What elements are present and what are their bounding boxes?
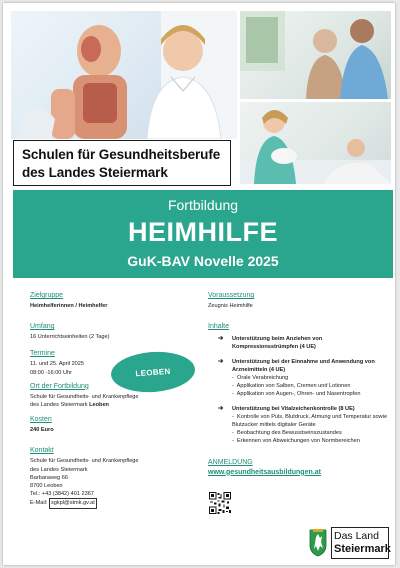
kontakt-tel: Tel.: +43 (3842) 401 2367 <box>30 491 94 498</box>
course-banner <box>13 190 393 278</box>
umfang-heading: Umfang <box>30 323 55 331</box>
email-link[interactable]: sgkpl@stmk.gv.at <box>49 498 97 508</box>
inhalte-sub: - Orale Verabreichung <box>232 375 289 382</box>
das-land-steiermark-logo <box>309 527 389 559</box>
inhalte-sub: - Kontrolle von Puls, Blutdruck, Atmung und Temperatur sowie Blutzucker mittels digitaler Geräte <box>232 413 388 429</box>
section-voraussetzung <box>208 291 388 310</box>
kontakt-line4: 8700 Leoben <box>30 483 63 490</box>
termine-line2: 08:00 -16:00 Uhr <box>30 369 72 376</box>
inhalte-sub: - Applikation von Augen-, Ohren- und Nasentropfen <box>232 391 361 398</box>
termine-line1: 11. und 25. April 2025 <box>30 361 85 368</box>
voraussetzung-text: Zeugnis Heimhilfe <box>208 303 253 309</box>
inhalte-item-title: Unterstützung bei Vitalzeichenkontrolle (8 UE) <box>232 405 355 412</box>
photo-nurse-with-baby <box>240 102 391 184</box>
ort-city: Leoben <box>89 402 109 409</box>
location-badge: LEOBEN <box>110 349 197 395</box>
banner-title: HEIMHILFE <box>128 217 278 247</box>
kontakt-line1: Schule für Gesundheits- und Krankenpflege <box>30 458 139 465</box>
kontakt-line2: des Landes Steiermark <box>30 466 88 473</box>
school-title-line2: des Landes Steiermark <box>22 165 168 180</box>
ort-line2 <box>30 401 200 409</box>
section-inhalte <box>208 322 388 445</box>
arrow-icon: ➔ <box>218 357 224 365</box>
inhalte-item <box>218 335 388 351</box>
anmeldung-heading: ANMELDUNG <box>208 458 253 466</box>
logo-line2: Steiermark <box>334 543 391 555</box>
email-label: E-Mail: <box>30 500 49 507</box>
inhalte-sub: - Erkennen von Abweichungen von Normbereichen <box>232 438 360 445</box>
inhalte-item <box>218 358 388 399</box>
zielgruppe-text: Heimhelferinnen / Heimhelfer <box>30 303 108 309</box>
termine-heading: Termine <box>30 350 55 358</box>
arrow-icon: ➔ <box>218 335 224 343</box>
section-umfang <box>30 322 200 341</box>
steiermark-panther-icon <box>309 529 327 557</box>
info-column-left <box>30 291 200 514</box>
info-column-right <box>208 291 388 482</box>
inhalte-item-title: Unterstützung bei der Einnahme und Anwendung von Arzneimitteln (4 UE) <box>232 358 375 373</box>
inhalte-item <box>218 405 388 446</box>
section-kontakt <box>30 446 200 508</box>
photo-nurse-anatomy-model <box>11 11 237 139</box>
school-title-line1: Schulen für Gesundheitsberufe <box>22 147 221 162</box>
ort-heading: Ort der Fortbildung <box>30 382 89 390</box>
photo-caregiver-with-elderly <box>240 11 391 99</box>
school-title-box <box>13 140 231 186</box>
section-zielgruppe <box>30 291 200 310</box>
logo-line1: Das Land <box>334 530 379 542</box>
kontakt-line3: Barbaraweg 66 <box>30 474 68 481</box>
umfang-text: 16 Unterrichtseinheiten (2 Tage) <box>30 334 110 341</box>
banner-subtitle: GuK-BAV Novelle 2025 <box>127 253 279 269</box>
arrow-icon: ➔ <box>218 404 224 412</box>
kosten-heading: Kosten <box>30 416 52 424</box>
section-anmeldung <box>208 458 388 477</box>
anmeldung-link[interactable]: www.gesundheitsausbildungen.at <box>208 468 321 476</box>
section-kosten <box>30 415 200 434</box>
zielgruppe-heading: Zielgruppe <box>30 292 64 299</box>
inhalte-sub: - Beobachtung des Bewusstseinszustandes <box>232 430 342 437</box>
qr-code-icon[interactable] <box>209 492 231 514</box>
banner-label: Fortbildung <box>167 197 239 213</box>
kosten-text: 240 Euro <box>30 427 54 434</box>
inhalte-heading: Inhalte <box>208 323 230 331</box>
kontakt-heading: Kontakt <box>30 447 54 455</box>
ort-line1: Schule für Gesundheits- und Krankenpflege <box>30 393 139 400</box>
kontakt-email-row <box>30 498 200 508</box>
flyer-page <box>3 3 395 565</box>
voraussetzung-heading: Voraussetzung <box>208 292 255 299</box>
inhalte-sub: - Applikation von Salben, Cremen und Lotionen <box>232 383 351 390</box>
ort-line2-prefix: des Landes Steiermark <box>30 402 90 409</box>
inhalte-item-title: Unterstützung beim Anziehen von Kompressionsstrümpfen (4 UE) <box>232 336 323 351</box>
